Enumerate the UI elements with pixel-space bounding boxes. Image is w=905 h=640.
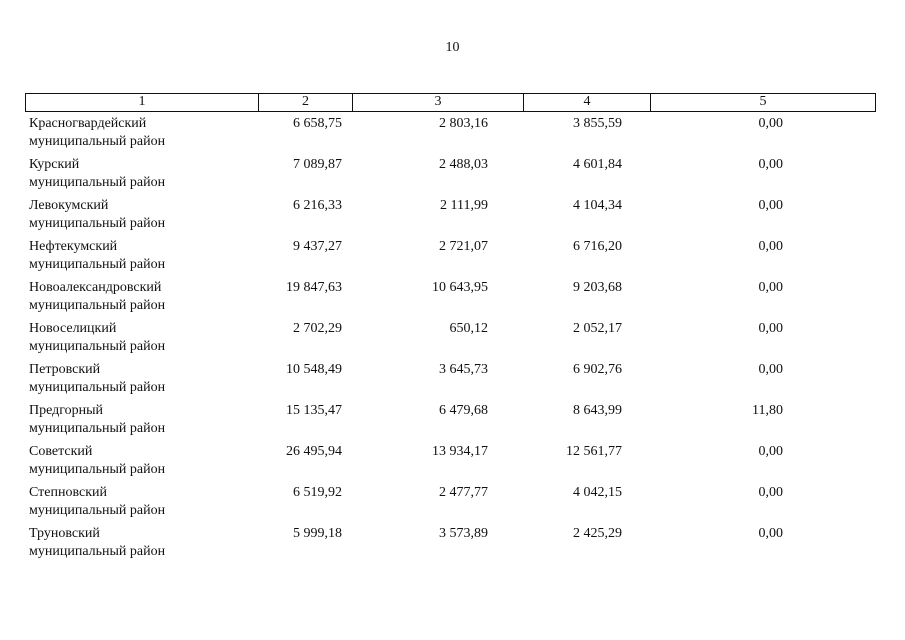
value-col-2: 9 437,27 [293,239,342,254]
table-row [0,402,905,443]
value-col-4: 4 042,15 [573,485,622,500]
value-col-3: 6 479,68 [439,403,488,418]
value-col-4: 4 104,34 [573,198,622,213]
value-col-5: 0,00 [758,485,783,500]
value-col-2: 15 135,47 [286,403,342,418]
district-name: Курский муниципальный район [29,157,166,190]
value-col-3: 2 721,07 [439,239,488,254]
value-col-5: 0,00 [758,526,783,541]
value-col-2: 7 089,87 [293,157,342,172]
value-col-3: 650,12 [449,321,488,336]
header-cell-1: 1 [26,94,259,111]
value-col-3: 3 645,73 [439,362,488,377]
district-name: Предгорный муниципальный район [29,403,166,436]
value-col-3: 2 477,77 [439,485,488,500]
header-cell-4: 4 [524,94,651,111]
value-col-3: 10 643,95 [432,280,488,295]
value-col-4: 4 601,84 [573,157,622,172]
table-row [0,320,905,361]
value-col-4: 12 561,77 [566,444,622,459]
value-col-4: 3 855,59 [573,116,622,131]
table-row [0,156,905,197]
table-row [0,115,905,156]
table-row [0,525,905,566]
value-col-5: 0,00 [758,280,783,295]
table-row [0,279,905,320]
value-col-2: 26 495,94 [286,444,342,459]
value-col-2: 6 658,75 [293,116,342,131]
value-col-4: 6 902,76 [573,362,622,377]
value-col-2: 6 216,33 [293,198,342,213]
value-col-5: 0,00 [758,198,783,213]
value-col-2: 6 519,92 [293,485,342,500]
district-name: Новоалександровский муниципальный район [29,280,166,313]
value-col-3: 13 934,17 [432,444,488,459]
value-col-5: 0,00 [758,321,783,336]
table-row [0,484,905,525]
table-body [0,115,905,566]
table-header [25,93,876,112]
value-col-4: 6 716,20 [573,239,622,254]
table-row [0,197,905,238]
value-col-5: 0,00 [758,157,783,172]
value-col-5: 0,00 [758,239,783,254]
district-name: Советский муниципальный район [29,444,166,477]
table-row [0,443,905,484]
district-name: Степновский муниципальный район [29,485,166,518]
page-number: 10 [445,40,460,55]
value-col-2: 5 999,18 [293,526,342,541]
value-col-4: 9 203,68 [573,280,622,295]
value-col-4: 2 052,17 [573,321,622,336]
value-col-2: 19 847,63 [286,280,342,295]
header-cell-2: 2 [259,94,353,111]
value-col-4: 2 425,29 [573,526,622,541]
value-col-5: 0,00 [758,362,783,377]
value-col-2: 10 548,49 [286,362,342,377]
value-col-2: 2 702,29 [293,321,342,336]
table-row [0,361,905,402]
table-row [0,238,905,279]
value-col-3: 2 111,99 [440,198,488,213]
value-col-3: 3 573,89 [439,526,488,541]
value-col-5: 11,80 [752,403,783,418]
value-col-5: 0,00 [758,444,783,459]
header-cell-3: 3 [353,94,524,111]
district-name: Нефтекумский муниципальный район [29,239,166,272]
value-col-5: 0,00 [758,116,783,131]
header-cell-5: 5 [759,94,767,109]
district-name: Новоселицкий муниципальный район [29,321,166,354]
value-col-4: 8 643,99 [573,403,622,418]
district-name: Петровский муниципальный район [29,362,166,395]
value-col-3: 2 803,16 [439,116,488,131]
district-name: Левокумский муниципальный район [29,198,166,231]
district-name: Красногвардейский муниципальный район [29,116,166,149]
value-col-3: 2 488,03 [439,157,488,172]
district-name: Труновский муниципальный район [29,526,166,559]
